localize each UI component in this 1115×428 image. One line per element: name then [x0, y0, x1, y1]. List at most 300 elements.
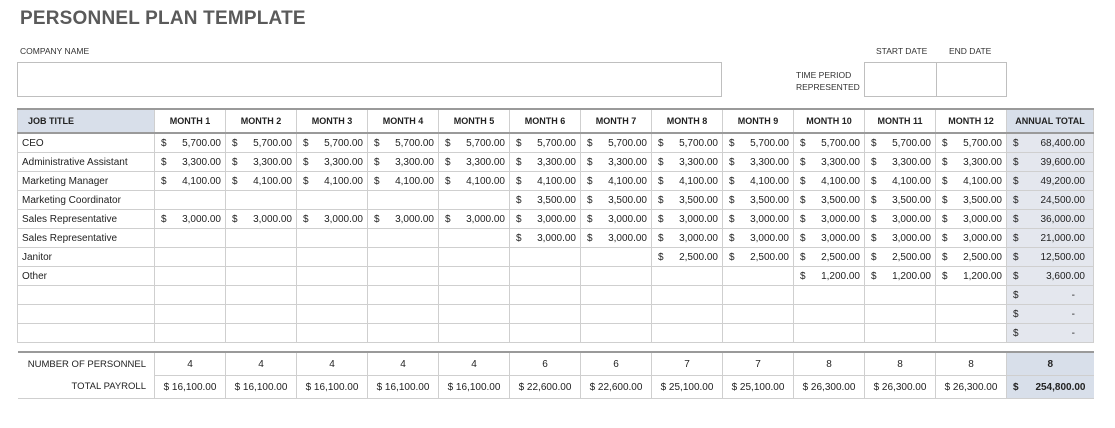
table-row: [18, 133, 1094, 153]
amount-value: 3,000.00: [750, 213, 789, 225]
amount-value: 5,700.00: [608, 137, 647, 149]
amount-value: 3,300.00: [679, 156, 718, 168]
personnel-table: [17, 108, 1094, 399]
month-amount-cell[interactable]: [368, 191, 439, 210]
spacer-cell: [18, 343, 1094, 353]
annual-total-cell: [1007, 172, 1094, 191]
amount-value: 4,100.00: [892, 175, 931, 187]
job-title-cell[interactable]: Administrative Assistant: [18, 153, 155, 172]
month-amount-cell[interactable]: [368, 248, 439, 267]
page-title: PERSONNEL PLAN TEMPLATE: [20, 8, 306, 29]
month-amount-cell[interactable]: [226, 191, 297, 210]
amount-value: 4,100.00: [253, 175, 292, 187]
month-amount-cell[interactable]: [723, 229, 794, 248]
month-amount-cell[interactable]: [439, 229, 510, 248]
month-amount-cell[interactable]: [581, 324, 652, 343]
currency-symbol: $: [587, 175, 593, 187]
month-amount-cell[interactable]: [581, 153, 652, 172]
currency-symbol: $: [587, 137, 593, 149]
currency-symbol: $: [374, 213, 380, 225]
month-amount-cell[interactable]: [794, 305, 865, 324]
personnel-count-row-value: 6: [510, 352, 581, 376]
month-amount-cell[interactable]: [297, 324, 368, 343]
month-amount-cell[interactable]: [368, 305, 439, 324]
currency-symbol: $: [516, 137, 522, 149]
month-amount-cell[interactable]: [439, 286, 510, 305]
month-amount-cell[interactable]: [226, 248, 297, 267]
month-amount-cell[interactable]: [865, 229, 936, 248]
month-amount-cell[interactable]: [794, 324, 865, 343]
month-amount-cell[interactable]: [297, 191, 368, 210]
month-amount-cell[interactable]: [510, 133, 581, 153]
month-amount-cell[interactable]: [652, 324, 723, 343]
header-month-3: MONTH 3: [297, 109, 368, 133]
month-amount-cell[interactable]: [155, 229, 226, 248]
currency-symbol: $: [871, 156, 877, 168]
amount-value: 3,000.00: [608, 213, 647, 225]
amount-value: 3,000.00: [679, 213, 718, 225]
currency-symbol: $: [516, 175, 522, 187]
month-amount-cell[interactable]: [581, 191, 652, 210]
month-amount-cell[interactable]: [652, 229, 723, 248]
annual-total-value: -: [1071, 308, 1075, 320]
amount-value: 1,200.00: [892, 270, 931, 282]
month-amount-cell[interactable]: [297, 248, 368, 267]
start-date-label: START DATE: [876, 46, 928, 56]
month-amount-cell[interactable]: [723, 324, 794, 343]
amount-value: 3,000.00: [324, 213, 363, 225]
currency-symbol: $: [800, 175, 806, 187]
start-date-field[interactable]: [864, 62, 937, 97]
month-amount-cell[interactable]: [652, 210, 723, 229]
month-amount-cell[interactable]: [155, 153, 226, 172]
time-period-label: TIME PERIOD REPRESENTED: [796, 70, 860, 92]
table-row: [18, 267, 1094, 286]
end-date-label: END DATE: [949, 46, 992, 56]
month-amount-cell[interactable]: [865, 248, 936, 267]
month-amount-cell[interactable]: [865, 267, 936, 286]
month-amount-cell[interactable]: [297, 172, 368, 191]
amount-value: 3,000.00: [892, 213, 931, 225]
month-amount-cell[interactable]: [368, 210, 439, 229]
month-amount-cell[interactable]: [581, 210, 652, 229]
annual-total-cell: [1007, 305, 1094, 324]
amount-value: 3,000.00: [466, 213, 505, 225]
personnel-count-row-label: NUMBER OF PERSONNEL: [18, 352, 155, 376]
amount-value: 3,300.00: [750, 156, 789, 168]
amount-value: 3,300.00: [963, 156, 1002, 168]
amount-value: 5,700.00: [679, 137, 718, 149]
currency-symbol: $: [516, 156, 522, 168]
amount-value: 3,300.00: [182, 156, 221, 168]
currency-symbol: $: [871, 213, 877, 225]
month-amount-cell[interactable]: [439, 210, 510, 229]
personnel-count-row-value: 4: [155, 352, 226, 376]
month-amount-cell[interactable]: [510, 229, 581, 248]
amount-value: 3,000.00: [537, 232, 576, 244]
personnel-count-row-value: 4: [297, 352, 368, 376]
job-title-cell[interactable]: CEO: [18, 133, 155, 153]
header-month-1: MONTH 1: [155, 109, 226, 133]
month-amount-cell[interactable]: [226, 324, 297, 343]
amount-value: 5,700.00: [963, 137, 1002, 149]
month-amount-cell[interactable]: [155, 267, 226, 286]
currency-symbol: $: [658, 137, 664, 149]
personnel-count-row-value: 6: [581, 352, 652, 376]
header-month-7: MONTH 7: [581, 109, 652, 133]
table-row: [18, 153, 1094, 172]
currency-symbol: $: [729, 213, 735, 225]
month-amount-cell[interactable]: [439, 248, 510, 267]
total-payroll-row-value: $ 16,100.00: [368, 376, 439, 399]
month-amount-cell[interactable]: [510, 324, 581, 343]
currency-symbol: $: [232, 175, 238, 187]
month-amount-cell[interactable]: [510, 191, 581, 210]
month-amount-cell[interactable]: [794, 133, 865, 153]
currency-symbol: $: [1013, 308, 1019, 320]
month-amount-cell[interactable]: [226, 172, 297, 191]
month-amount-cell[interactable]: [865, 286, 936, 305]
currency-symbol: $: [1013, 156, 1019, 168]
table-row: [18, 229, 1094, 248]
month-amount-cell[interactable]: [794, 191, 865, 210]
table-row: [18, 286, 1094, 305]
month-amount-cell[interactable]: [510, 286, 581, 305]
month-amount-cell[interactable]: [652, 267, 723, 286]
currency-symbol: $: [658, 251, 664, 263]
total-payroll-row-value: $ 16,100.00: [155, 376, 226, 399]
month-amount-cell[interactable]: [794, 286, 865, 305]
amount-value: 3,000.00: [253, 213, 292, 225]
total-payroll-row-label: TOTAL PAYROLL: [18, 376, 155, 399]
header-month-11: MONTH 11: [865, 109, 936, 133]
total-payroll-row-value: $ 22,600.00: [581, 376, 652, 399]
amount-value: 4,100.00: [750, 175, 789, 187]
job-title-cell[interactable]: Sales Representative: [18, 229, 155, 248]
month-amount-cell[interactable]: [439, 324, 510, 343]
job-title-cell[interactable]: [18, 286, 155, 305]
month-amount-cell[interactable]: [936, 133, 1007, 153]
job-title-cell[interactable]: Janitor: [18, 248, 155, 267]
month-amount-cell[interactable]: [581, 305, 652, 324]
company-name-field[interactable]: [17, 62, 722, 97]
month-amount-cell[interactable]: [723, 286, 794, 305]
month-amount-cell[interactable]: [510, 210, 581, 229]
job-title-cell[interactable]: Marketing Manager: [18, 172, 155, 191]
currency-symbol: $: [658, 232, 664, 244]
month-amount-cell[interactable]: [297, 267, 368, 286]
amount-value: 3,500.00: [750, 194, 789, 206]
currency-symbol: $: [445, 175, 451, 187]
total-payroll-row: [18, 376, 1094, 399]
month-amount-cell[interactable]: [652, 153, 723, 172]
job-title-cell[interactable]: Other: [18, 267, 155, 286]
month-amount-cell[interactable]: [581, 248, 652, 267]
table-row: [18, 191, 1094, 210]
month-amount-cell[interactable]: [439, 153, 510, 172]
month-amount-cell[interactable]: [226, 229, 297, 248]
amount-value: 4,100.00: [608, 175, 647, 187]
table-row: [18, 305, 1094, 324]
month-amount-cell[interactable]: [723, 172, 794, 191]
end-date-field[interactable]: [936, 62, 1007, 97]
amount-value: 4,100.00: [182, 175, 221, 187]
currency-symbol: $: [374, 175, 380, 187]
month-amount-cell[interactable]: [794, 153, 865, 172]
month-amount-cell[interactable]: [368, 229, 439, 248]
month-amount-cell[interactable]: [155, 286, 226, 305]
month-amount-cell[interactable]: [439, 191, 510, 210]
month-amount-cell[interactable]: [652, 133, 723, 153]
month-amount-cell[interactable]: [581, 133, 652, 153]
month-amount-cell[interactable]: [936, 210, 1007, 229]
month-amount-cell[interactable]: [794, 172, 865, 191]
month-amount-cell[interactable]: [297, 210, 368, 229]
month-amount-cell[interactable]: [439, 305, 510, 324]
month-amount-cell[interactable]: [368, 133, 439, 153]
currency-symbol: $: [1013, 175, 1019, 187]
annual-total-value: 24,500.00: [1040, 194, 1085, 206]
amount-value: 3,500.00: [892, 194, 931, 206]
amount-value: 3,300.00: [324, 156, 363, 168]
month-amount-cell[interactable]: [439, 267, 510, 286]
month-amount-cell[interactable]: [865, 191, 936, 210]
month-amount-cell[interactable]: [155, 133, 226, 153]
header-annual-total: ANNUAL TOTAL: [1007, 109, 1094, 133]
month-amount-cell[interactable]: [581, 229, 652, 248]
month-amount-cell[interactable]: [155, 191, 226, 210]
month-amount-cell[interactable]: [723, 153, 794, 172]
currency-symbol: $: [729, 232, 735, 244]
month-amount-cell[interactable]: [439, 172, 510, 191]
currency-symbol: $: [871, 232, 877, 244]
annual-total-cell: [1007, 286, 1094, 305]
month-amount-cell[interactable]: [297, 286, 368, 305]
amount-value: 3,000.00: [963, 213, 1002, 225]
month-amount-cell[interactable]: [794, 210, 865, 229]
amount-value: 3,000.00: [182, 213, 221, 225]
month-amount-cell[interactable]: [794, 229, 865, 248]
amount-value: 5,700.00: [466, 137, 505, 149]
currency-symbol: $: [871, 270, 877, 282]
month-amount-cell[interactable]: [510, 305, 581, 324]
month-amount-cell[interactable]: [936, 305, 1007, 324]
currency-symbol: $: [232, 156, 238, 168]
month-amount-cell[interactable]: [936, 191, 1007, 210]
month-amount-cell[interactable]: [510, 267, 581, 286]
month-amount-cell[interactable]: [226, 153, 297, 172]
month-amount-cell[interactable]: [723, 191, 794, 210]
month-amount-cell[interactable]: [652, 248, 723, 267]
currency-symbol: $: [942, 156, 948, 168]
month-amount-cell[interactable]: [936, 324, 1007, 343]
header-month-2: MONTH 2: [226, 109, 297, 133]
currency-symbol: $: [587, 213, 593, 225]
currency-symbol: $: [161, 213, 167, 225]
currency-symbol: $: [516, 213, 522, 225]
currency-symbol: $: [658, 213, 664, 225]
month-amount-cell[interactable]: [297, 133, 368, 153]
month-amount-cell[interactable]: [794, 267, 865, 286]
currency-symbol: $: [1013, 327, 1019, 339]
month-amount-cell[interactable]: [297, 229, 368, 248]
month-amount-cell[interactable]: [368, 172, 439, 191]
amount-value: 4,100.00: [395, 175, 434, 187]
month-amount-cell[interactable]: [936, 286, 1007, 305]
currency-symbol: $: [1013, 381, 1019, 393]
month-amount-cell[interactable]: [155, 248, 226, 267]
amount-value: 3,500.00: [679, 194, 718, 206]
month-amount-cell[interactable]: [865, 172, 936, 191]
amount-value: 4,100.00: [466, 175, 505, 187]
currency-symbol: $: [729, 156, 735, 168]
currency-symbol: $: [942, 137, 948, 149]
currency-symbol: $: [942, 232, 948, 244]
table-row: [18, 172, 1094, 191]
currency-symbol: $: [729, 194, 735, 206]
month-amount-cell[interactable]: [723, 210, 794, 229]
month-amount-cell[interactable]: [155, 305, 226, 324]
month-amount-cell[interactable]: [723, 133, 794, 153]
month-amount-cell[interactable]: [297, 305, 368, 324]
annual-total-cell: [1007, 324, 1094, 343]
month-amount-cell[interactable]: [510, 153, 581, 172]
annual-total-value: 3,600.00: [1046, 270, 1085, 282]
month-amount-cell[interactable]: [155, 172, 226, 191]
amount-value: 2,500.00: [750, 251, 789, 263]
amount-value: 3,000.00: [963, 232, 1002, 244]
month-amount-cell[interactable]: [581, 286, 652, 305]
amount-value: 4,100.00: [821, 175, 860, 187]
currency-symbol: $: [1013, 232, 1019, 244]
currency-symbol: $: [303, 175, 309, 187]
month-amount-cell[interactable]: [368, 324, 439, 343]
month-amount-cell[interactable]: [936, 229, 1007, 248]
month-amount-cell[interactable]: [226, 133, 297, 153]
month-amount-cell[interactable]: [723, 305, 794, 324]
month-amount-cell[interactable]: [936, 267, 1007, 286]
month-amount-cell[interactable]: [936, 153, 1007, 172]
job-title-cell[interactable]: Sales Representative: [18, 210, 155, 229]
month-amount-cell[interactable]: [652, 286, 723, 305]
annual-total-value: 12,500.00: [1040, 251, 1085, 263]
month-amount-cell[interactable]: [865, 324, 936, 343]
month-amount-cell[interactable]: [723, 267, 794, 286]
month-amount-cell[interactable]: [865, 210, 936, 229]
currency-symbol: $: [942, 175, 948, 187]
month-amount-cell[interactable]: [865, 153, 936, 172]
total-payroll-row-value: $ 16,100.00: [439, 376, 510, 399]
amount-value: 5,700.00: [892, 137, 931, 149]
currency-symbol: $: [587, 232, 593, 244]
amount-value: 5,700.00: [821, 137, 860, 149]
month-amount-cell[interactable]: [723, 248, 794, 267]
header-month-10: MONTH 10: [794, 109, 865, 133]
currency-symbol: $: [871, 175, 877, 187]
job-title-cell[interactable]: [18, 324, 155, 343]
month-amount-cell[interactable]: [510, 172, 581, 191]
amount-value: 3,300.00: [821, 156, 860, 168]
month-amount-cell[interactable]: [794, 248, 865, 267]
currency-symbol: $: [1013, 137, 1019, 149]
total-payroll-row-value: $ 22,600.00: [510, 376, 581, 399]
currency-symbol: $: [942, 213, 948, 225]
personnel-count-row-value: 8: [936, 352, 1007, 376]
header-month-9: MONTH 9: [723, 109, 794, 133]
month-amount-cell[interactable]: [368, 153, 439, 172]
month-amount-cell[interactable]: [865, 133, 936, 153]
month-amount-cell[interactable]: [226, 267, 297, 286]
annual-total-cell: [1007, 229, 1094, 248]
currency-symbol: $: [729, 137, 735, 149]
currency-symbol: $: [1013, 270, 1019, 282]
month-amount-cell[interactable]: [368, 286, 439, 305]
month-amount-cell[interactable]: [936, 172, 1007, 191]
personnel-count-row: [18, 352, 1094, 376]
currency-symbol: $: [871, 251, 877, 263]
job-title-cell[interactable]: [18, 305, 155, 324]
amount-value: 2,500.00: [892, 251, 931, 263]
personnel-count-row-value: 4: [439, 352, 510, 376]
currency-symbol: $: [161, 156, 167, 168]
month-amount-cell[interactable]: [652, 172, 723, 191]
currency-symbol: $: [658, 194, 664, 206]
month-amount-cell[interactable]: [865, 305, 936, 324]
month-amount-cell[interactable]: [226, 305, 297, 324]
month-amount-cell[interactable]: [155, 210, 226, 229]
header-month-6: MONTH 6: [510, 109, 581, 133]
currency-symbol: $: [374, 137, 380, 149]
amount-value: 3,300.00: [466, 156, 505, 168]
amount-value: 5,700.00: [324, 137, 363, 149]
currency-symbol: $: [800, 194, 806, 206]
total-payroll-row-value: $ 25,100.00: [652, 376, 723, 399]
total-payroll-row-annual: [1007, 376, 1094, 399]
amount-value: 3,000.00: [537, 213, 576, 225]
header-month-12: MONTH 12: [936, 109, 1007, 133]
month-amount-cell[interactable]: [652, 305, 723, 324]
personnel-count-row-value: 8: [865, 352, 936, 376]
month-amount-cell[interactable]: [581, 172, 652, 191]
currency-symbol: $: [161, 137, 167, 149]
month-amount-cell[interactable]: [368, 267, 439, 286]
amount-value: 1,200.00: [821, 270, 860, 282]
month-amount-cell[interactable]: [155, 324, 226, 343]
month-amount-cell[interactable]: [226, 210, 297, 229]
annual-total-value: 49,200.00: [1040, 175, 1085, 187]
job-title-cell[interactable]: Marketing Coordinator: [18, 191, 155, 210]
total-payroll-row-value: $ 16,100.00: [226, 376, 297, 399]
month-amount-cell[interactable]: [581, 267, 652, 286]
amount-value: 3,500.00: [821, 194, 860, 206]
currency-symbol: $: [445, 213, 451, 225]
amount-value: 5,700.00: [253, 137, 292, 149]
amount-value: 3,300.00: [253, 156, 292, 168]
amount-value: 1,200.00: [963, 270, 1002, 282]
month-amount-cell[interactable]: [297, 153, 368, 172]
currency-symbol: $: [800, 156, 806, 168]
month-amount-cell[interactable]: [439, 133, 510, 153]
month-amount-cell[interactable]: [510, 248, 581, 267]
month-amount-cell[interactable]: [652, 191, 723, 210]
currency-symbol: $: [1013, 194, 1019, 206]
month-amount-cell[interactable]: [936, 248, 1007, 267]
currency-symbol: $: [303, 137, 309, 149]
amount-value: 3,000.00: [395, 213, 434, 225]
month-amount-cell[interactable]: [226, 286, 297, 305]
currency-symbol: $: [658, 156, 664, 168]
personnel-count-row-value: 8: [794, 352, 865, 376]
